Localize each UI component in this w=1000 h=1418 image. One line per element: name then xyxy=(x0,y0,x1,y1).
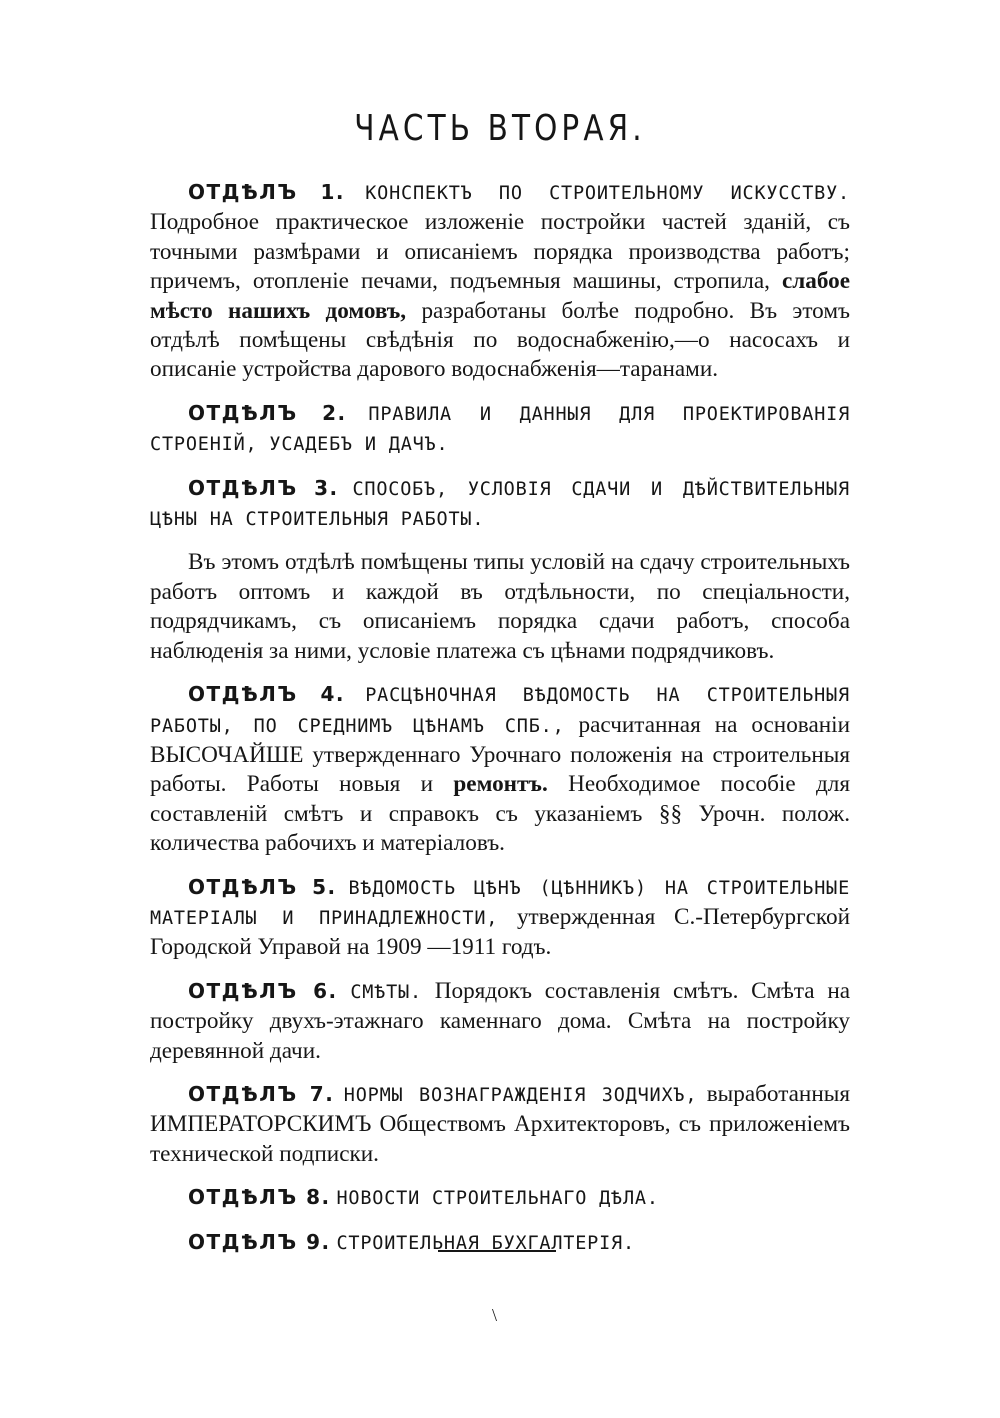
section-text: выработанныя ИМПЕРАТОРСКИМЪ Обществомъ Архитекторовъ, съ приложеніемъ технической подписки. xyxy=(150,1080,850,1167)
section-emphasis: ремонтъ. xyxy=(453,771,548,798)
section-heading: СПОСОБЪ, УСЛОВІЯ СДАЧИ И ДѢЙСТВИТЕЛЬНЫЯ ЦѢНЫ НА СТРОИТЕЛЬНЫЯ РАБОТЫ. xyxy=(150,478,850,531)
section-heading: НОВОСТИ СТРОИТЕЛЬНАГО ДѢЛА. xyxy=(336,1188,659,1210)
section-9 xyxy=(150,1228,850,1258)
section-label: ОТДѢЛЪ 4. xyxy=(188,682,346,707)
section-text: Порядокъ составленія смѣтъ. Смѣта на постройку двухъ-этажнаго каменнаго дома. Смѣта на постройку деревянной дачи. xyxy=(150,977,851,1064)
page-mark: \ xyxy=(492,1305,498,1325)
section-heading: НОРМЫ ВОЗНАГРАЖДЕНІЯ ЗОДЧИХЪ, xyxy=(343,1084,698,1106)
section-text: утвержденная С.-Петербургской Городской Управой на 1909 —1911 годъ. xyxy=(150,903,851,961)
section-5 xyxy=(150,873,850,963)
section-4 xyxy=(150,680,850,858)
section-heading: ПРАВИЛА И ДАННЫЯ ДЛЯ ПРОЕКТИРОВАНІЯ СТРОЕНІЙ, УСАДЕБЪ И ДАЧЪ. xyxy=(150,403,851,456)
section-heading: СТРОИТЕЛЬНАЯ БУХГАЛТЕРІЯ. xyxy=(336,1232,635,1254)
section-text: расчитанная на основаніи ВЫСОЧАЙШЕ утвержденнаго Урочнаго положенія на строительныя работы. Работы новыя и xyxy=(150,711,850,798)
sections-list xyxy=(150,178,850,1272)
section-heading: СМѢТЫ. xyxy=(350,981,422,1003)
section-text: Подробное практическое изложеніе постройки частей зданій, съ точными размѣрами и описаніемъ порядка производства работъ; причемъ, отопленіе печами, подъемныя машины, стропила, xyxy=(150,209,850,295)
section-heading: ВѢДОМОСТЬ ЦѢНЪ (ЦѢННИКЪ) НА СТРОИТЕЛЬНЫЕ МАТЕРІАЛЫ И ПРИНАДЛЕЖНОСТИ, xyxy=(150,877,851,929)
section-3 xyxy=(150,474,850,535)
section-label: ОТДѢЛЪ 5. xyxy=(188,874,337,899)
section-label: ОТДѢЛЪ 6. xyxy=(188,978,338,1003)
section-emphasis: слабое мѣсто нашихъ домовъ, xyxy=(150,268,851,324)
section-heading: РАСЦѢНОЧНАЯ ВѢДОМОСТЬ НА СТРОИТЕЛЬНЫЯ РАБОТЫ, ПО СРЕДНИМЪ ЦѢНАМЪ СПБ., xyxy=(150,685,850,737)
section-7 xyxy=(150,1080,850,1169)
section-text: разработаны болѣе подробно. Въ этомъ отдѣлѣ помѣщены свѣдѣнія по водоснабженію,—о насосахъ и описаніе устройства дарового водоснабженія—таранами. xyxy=(150,297,851,383)
section-label: ОТДѢЛЪ 1. xyxy=(188,180,346,204)
section-label: ОТДѢЛЪ 9. xyxy=(188,1229,331,1254)
section-2 xyxy=(150,399,850,460)
section-label: ОТДѢЛЪ 2. xyxy=(188,400,347,425)
section-8 xyxy=(150,1183,850,1213)
section-text: Необходимое пособіе для составленій смѣтъ и справокъ съ указаніемъ §§ Урочн. полож. количества рабочихъ и матеріаловъ. xyxy=(150,771,851,857)
section-heading: КОНСПЕКТЪ ПО СТРОИТЕЛЬНОМУ ИСКУССТВУ. xyxy=(365,183,850,204)
section-6 xyxy=(150,977,850,1066)
section-label: ОТДѢЛЪ 3. xyxy=(188,475,339,500)
section-label: ОТДѢЛЪ 8. xyxy=(188,1185,331,1210)
section-label: ОТДѢЛЪ 7. xyxy=(188,1081,335,1106)
section-3-text: Въ этомъ отдѣлѣ помѣщены типы условій на сдачу строительныхъ работъ оптомъ и каждой въ отдѣльности, по спеціальности, подрядчикамъ, съ описаніемъ порядка сдачи работъ, способа наблюденія за ними, условіе платежа съ цѣнами подрядчиковъ. xyxy=(150,549,850,664)
section-1 xyxy=(150,178,850,385)
closing-rule xyxy=(438,1250,556,1252)
page-title: ЧАСТЬ ВТОРАЯ. xyxy=(354,108,646,149)
